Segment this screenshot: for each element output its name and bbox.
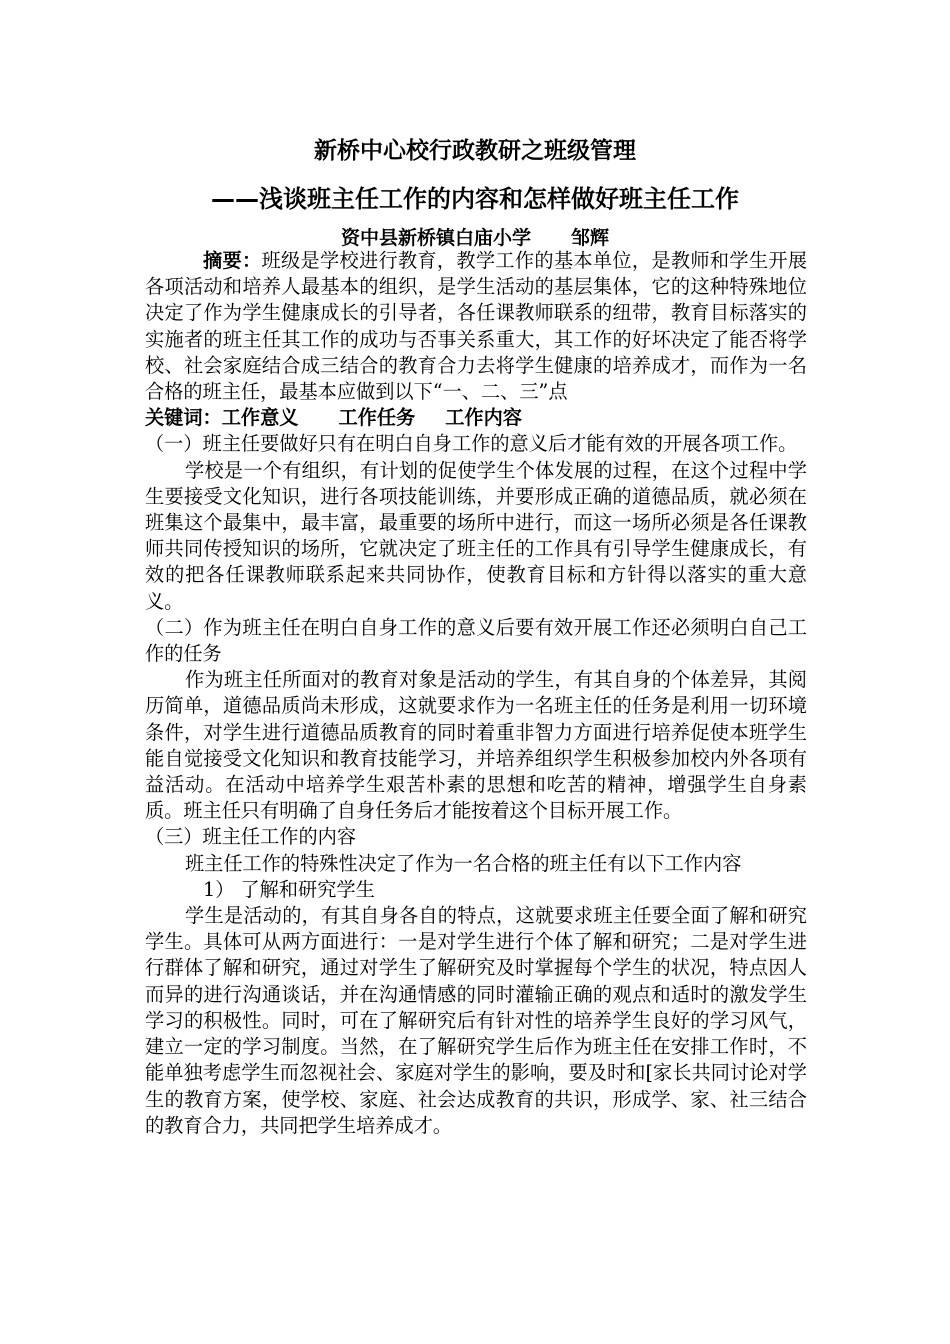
section-3-text: 班主任工作的特殊性决定了作为一名合格的班主任有以下工作内容 xyxy=(185,851,742,875)
section-2-heading: （二）作为班主任在明白自身工作的意义后要有效开展工作还必须明白自己工作的任务 xyxy=(145,615,807,666)
document-body xyxy=(145,248,807,1139)
section-1-text: 学校是一个有组织，有计划的促使学生个体发展的过程，在这个过程中学生要接受文化知识，进行各项技能训练，并要形成正确的道德品质，就必须在班集这个最集中，最丰富，最重要的场所中进行，而这一场所必须是各任课教师共同传授知识的场所，它就决定了班主任的工作具有引导学生健康成长，有效的把各任课教师联系起来共同协作，使教育目标和方针得以落实的重大意义。 xyxy=(145,458,807,613)
author-name: 邹辉 xyxy=(571,227,610,249)
document-subtitle: ——浅谈班主任工作的内容和怎样做好班主任工作 xyxy=(211,185,739,213)
keyword-3: 工作内容 xyxy=(445,406,522,430)
document-title: 新桥中心校行政教研之班级管理 xyxy=(314,138,636,164)
item-1-label: 1） 了解和研究学生 xyxy=(203,877,375,901)
author-school: 资中县新桥镇白庙小学 xyxy=(340,227,531,249)
abstract-text: 班级是学校进行教育，教学工作的基本单位，是教师和学生开展各项活动和培养人最基本的组织，是学生活动的基层集体，它的这种特殊地位决定了作为学生健康成长的引导者，各任课教师联系的纽带，教育目标落实的实施者的班主任其工作的成功与否事关系重大，其工作的好坏决定了能否将学校、社会家庭结合成三结合的教育合力去将学生健康的培养成才，而作为一名合格的班主任，最基本应做到以下“一、二、三”点 xyxy=(145,249,808,404)
item-1-text: 学生是活动的，有其自身各自的特点，这就要求班主任要全面了解和研究学生。具体可从两方面进行：一是对学生进行个体了解和研究；二是对学生进行群体了解和研究，通过对学生了解研究及时掌握每个学生的状况，特点因人而异的进行沟通谈话，并在沟通情感的同时灌输正确的观点和适时的激发学生学习的积极性。同时，可在了解研究后有针对性的培养学生良好的学习风气，建立一定的学习制度。当然，在了解研究学生后作为班主任在安排工作时，不能单独考虑学生而忽视社会、家庭对学生的影响，要及时和[家长共同讨论对学生的教育方案，使学校、家庭、社会达成教育的共识，形成学、家、社三结合的教育合力，共同把学生培养成才。 xyxy=(145,904,807,1137)
keywords-label: 关键词： xyxy=(145,406,222,430)
section-3-heading: （三）班主任工作的内容 xyxy=(145,825,357,849)
section-1-heading: （一）班主任要做好只有在明白自身工作的意义后才能有效的开展各项工作。 xyxy=(145,432,798,456)
section-2-text: 作为班主任所面对的教育对象是活动的学生，有其自身的个体差异，其阅历简单，道德品质尚未形成，这就要求作为一名班主任的任务是利用一切环境条件，对学生进行道德品质教育的同时着重非智力方面进行培养促使本班学生能自觉接受文化知识和教育技能学习，并培养组织学生积极参加校内外各项有益活动。在活动中培养学生艰苦朴素的思想和吃苦的精神，增强学生自身素质。班主任只有明确了自身任务后才能按着这个目标开展工作。 xyxy=(145,668,807,823)
keywords-line xyxy=(145,405,807,431)
author-line xyxy=(0,226,950,250)
keyword-2: 工作任务 xyxy=(338,406,416,430)
abstract-paragraph xyxy=(145,248,807,405)
abstract-label: 摘要： xyxy=(203,249,262,272)
keyword-1: 工作意义 xyxy=(221,406,299,430)
